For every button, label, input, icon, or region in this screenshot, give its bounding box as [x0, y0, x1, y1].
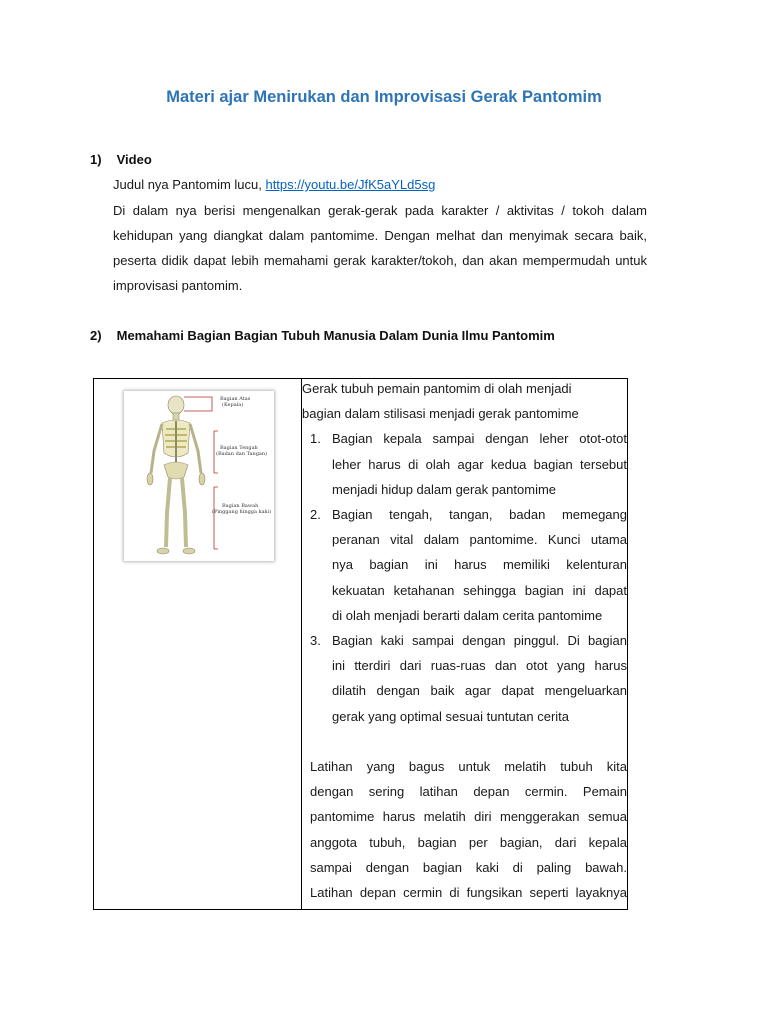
intro-line-2: bagian dalam stilisasi menjadi gerak pantomime [302, 406, 579, 422]
label-tengah-2: (Badan dan Tangan) [216, 451, 268, 457]
skeleton-figure [124, 391, 274, 561]
right-leg-shape [182, 478, 186, 547]
closing-line-5: sampai dengan bagian kaki di paling bawah. [310, 859, 627, 875]
video-link[interactable]: https://youtu.be/JfK5aYLd5sg [265, 177, 436, 192]
label-tengah-1: Bagian Tengah [220, 445, 258, 451]
section-1-line-2: kehidupan yang diangkat dalam pantomime. Dengan melhat dan menyimak secara baik, [113, 228, 647, 243]
content-table [93, 378, 628, 910]
section-2-heading [90, 328, 555, 343]
label-atas-2: (Kepala) [222, 402, 244, 408]
intro-line-1: Gerak tubuh pemain pantomim di olah menjadi [302, 381, 572, 396]
closing-line-3: pantomime harus melatih diri menggerakan semua [310, 809, 627, 825]
list-item-2-line-5: di olah menjadi berarti dalam cerita pantomime [332, 607, 603, 623]
closing-line-6: Latihan depan cermin di fungsikan seperti layaknya [310, 885, 627, 901]
list-item-3-number: 3. [310, 633, 321, 649]
list-item-1 [302, 426, 627, 502]
pelvis-shape [164, 462, 188, 479]
section-2-title: Memahami Bagian Bagian Tubuh Manusia Dalam Dunia Ilmu Pantomim [116, 328, 555, 343]
list-item-1-line-2: leher harus di olah agar kedua bagian tersebut [332, 456, 627, 472]
left-arm-shape [151, 424, 162, 473]
section-1-number: 1) [90, 152, 102, 167]
list-item-2-number: 2. [310, 507, 321, 523]
section-2-number: 2) [90, 328, 102, 343]
list-item-2 [302, 502, 627, 628]
bracket-head [184, 397, 212, 411]
section-1-title: Video [116, 152, 152, 167]
list-item-3 [302, 628, 627, 729]
section-1-line-1: Di dalam nya berisi mengenalkan gerak-gerak pada karakter / aktivitas / tokoh dalam [113, 203, 647, 218]
bracket-bottom [214, 487, 218, 549]
section-1-heading [90, 152, 152, 167]
list-item-3-line-3: dilatih dengan baik agar dapat mengeluarkan [332, 683, 627, 699]
right-foot-shape [183, 548, 195, 554]
closing-line-2: dengan sering latihan depan cermin. Pemain [310, 784, 627, 800]
label-bawah-2: (Pinggang hingga kaki) [212, 509, 272, 515]
list-item-2-line-1: Bagian tengah, tangan, badan memegang [332, 507, 627, 523]
label-atas-1: Bagian Atas [220, 396, 251, 402]
left-leg-shape [166, 478, 170, 547]
text-cell [302, 379, 628, 910]
section-1-line-3: peserta didik dapat lebih memahami gerak karakter/tokoh, dan akan mempermudah untuk [113, 253, 647, 268]
video-title-text: Judul nya Pantomim lucu, [113, 177, 266, 192]
closing-paragraph [302, 754, 627, 905]
page-title: Materi ajar Menirukan dan Improvisasi Gerak Pantomim [166, 88, 602, 106]
list-item-1-line-1: Bagian kepala sampai dengan leher otot-otot [332, 431, 627, 447]
list-item-2-line-4: kekuatan ketahanan sehingga bagian ini dapat [332, 582, 627, 598]
video-line [113, 172, 647, 197]
closing-line-1: Latihan yang bagus untuk melatih tubuh kita [310, 759, 627, 775]
list-item-2-line-3: nya bagian ini harus memiliki kelenturan [332, 557, 627, 573]
right-hand-shape [199, 473, 205, 485]
list-item-3-line-2: ini tterdiri dari ruas-ruas dan otot yang harus [332, 658, 627, 674]
section-1-line-4: improvisasi pantomim. [113, 278, 243, 293]
label-bawah-1: Bagian Bawah [222, 503, 259, 509]
list-item-1-number: 1. [310, 431, 321, 447]
list-item-3-line-4: gerak yang optimal sesuai tuntutan cerita [332, 708, 570, 724]
blank-line [302, 729, 627, 754]
left-hand-shape [147, 473, 153, 485]
skull-shape [168, 396, 184, 414]
skeleton-illustration [124, 391, 274, 561]
left-foot-shape [157, 548, 169, 554]
list-item-1-line-3: menjadi hidup dalam gerak pantomime [332, 481, 557, 497]
right-arm-shape [190, 424, 201, 473]
closing-line-4: anggota tubuh, bagian per bagian, dari kepala [310, 834, 627, 850]
list-item-2-line-2: peranan vital dalam pantomime. Kunci utama [332, 532, 627, 548]
figure-cell [94, 379, 302, 910]
list-item-3-line-1: Bagian kaki sampai dengan pinggul. Di bagian [332, 633, 627, 649]
